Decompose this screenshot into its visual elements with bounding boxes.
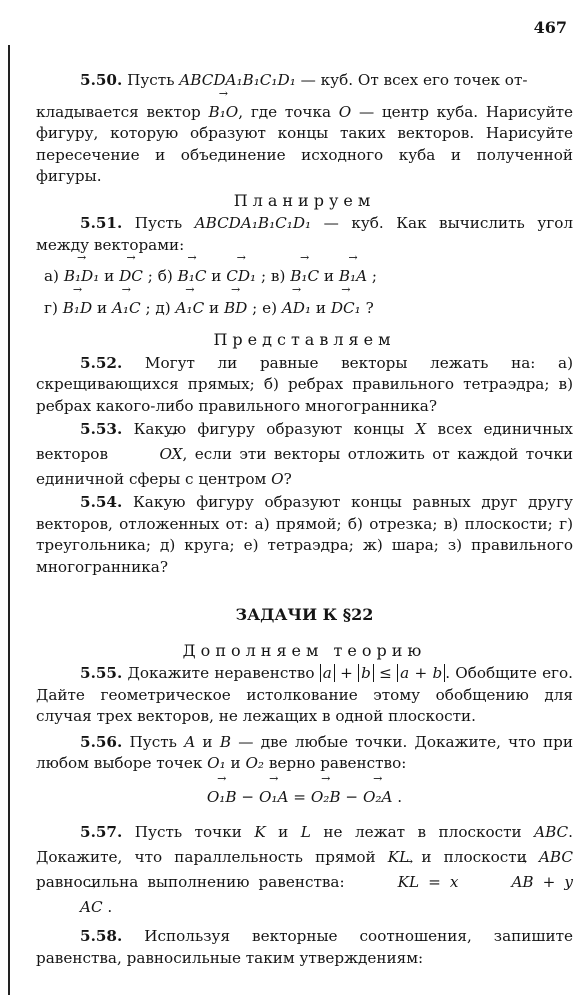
vector-ox: → OX <box>115 442 182 467</box>
problem-5-56: 5.56. Пусть A и B — две любые точки. Докажите, что при любом выборе точек O₁ и O₂ верно равенство: <box>36 732 573 772</box>
problem-5-53: 5.53. Какую фигуру образуют концы X всех единичных векторов → OX, если эти векторы отложить от каждой точки единичной сферы с центром O? <box>36 417 573 492</box>
problem-5-52: 5.52. Могут ли равные векторы лежать на: а) скрещивающихся прямых; б) ребрах правильного тетраэдра; в) ребрах какого-либо правильного многогранника? <box>36 353 573 415</box>
problem-number: 5.57. <box>80 823 123 841</box>
problem-5-54: 5.54. Какую фигуру образуют концы равных друг другу векторов, отложенных от: а) прямой; б) отрезка; в) плоскости; г) треугольника; д) круга; е) тетраэдра; ж) шара; з) правильного многогранника? <box>36 493 573 576</box>
page-number: 467 <box>533 18 567 37</box>
problem-number: 5.51. <box>80 214 123 232</box>
formula-5-56: → O₁B − → O₁A = → O₂B − → O₂A . <box>36 787 573 809</box>
heading-plan: Планируем <box>233 190 376 210</box>
problem-number: 5.55. <box>80 664 123 682</box>
problem-number: 5.53. <box>80 420 123 438</box>
problem-number: 5.56. <box>80 732 123 751</box>
problem-5-57: 5.57. Пусть точки K и L не лежат в плоскости ABC. Докажите, что параллельность прямой KL и плоскости ABC равносильна выполнению равенства: → KL = x → AB + y → AC . <box>36 820 573 920</box>
problem-5-58: 5.58. Используя векторные соотношения, запишите равенства, равносильные таким утверждениям: <box>36 927 573 967</box>
problem-5-51: 5.51. Пусть ABCDA₁B₁C₁D₁ — куб. Как вычислить угол между векторами: <box>36 214 573 254</box>
problem-5-50-cont: кладывается вектор → B₁O, где точка O — центр куба. Нарисуйте фигуру, которую образуют концы таких векторов. Нарисуйте пересечение и объединение исходного куба и полученной фигуры. <box>36 102 573 188</box>
left-margin-rule <box>8 45 10 995</box>
problem-number: 5.58. <box>80 927 123 945</box>
problem-5-55: 5.55. Докажите неравенство a + b ≤ a + b . Обобщите его. Дайте геометрическое истолкование этому обобщению для случая трех векторов, не лежащих в одной плоскости. <box>36 664 573 725</box>
math-cube: ABCDA₁B₁C₁D₁ <box>194 214 312 232</box>
heading-supplement: Дополняем теорию <box>182 640 427 660</box>
vector-pairs-line-2: г) → B₁D и → A₁C ; д) → A₁C и → BD ; е) → AD₁ и → DC₁ ? <box>44 298 573 320</box>
page-content <box>36 70 573 969</box>
problem-5-50: 5.50. Пусть ABCDA₁B₁C₁D₁ — куб. От всех его точек от- <box>80 71 528 89</box>
vector-b1o: → B₁O <box>209 102 239 124</box>
problem-number: 5.50. <box>80 71 123 89</box>
section-heading: ЗАДАЧИ К §22 <box>235 605 374 624</box>
math-cube: ABCDA₁B₁C₁D₁ <box>179 71 296 89</box>
problem-number: 5.52. <box>80 353 123 372</box>
heading-imagine: Представляем <box>213 330 396 349</box>
vector-pairs-line-1: а) → B₁D₁ и → DC ; б) → B₁C и → CD₁ ; в) → B₁C и → B₁A ; <box>44 266 573 288</box>
math-point-o: O <box>338 102 352 121</box>
problem-number: 5.54. <box>80 493 123 511</box>
